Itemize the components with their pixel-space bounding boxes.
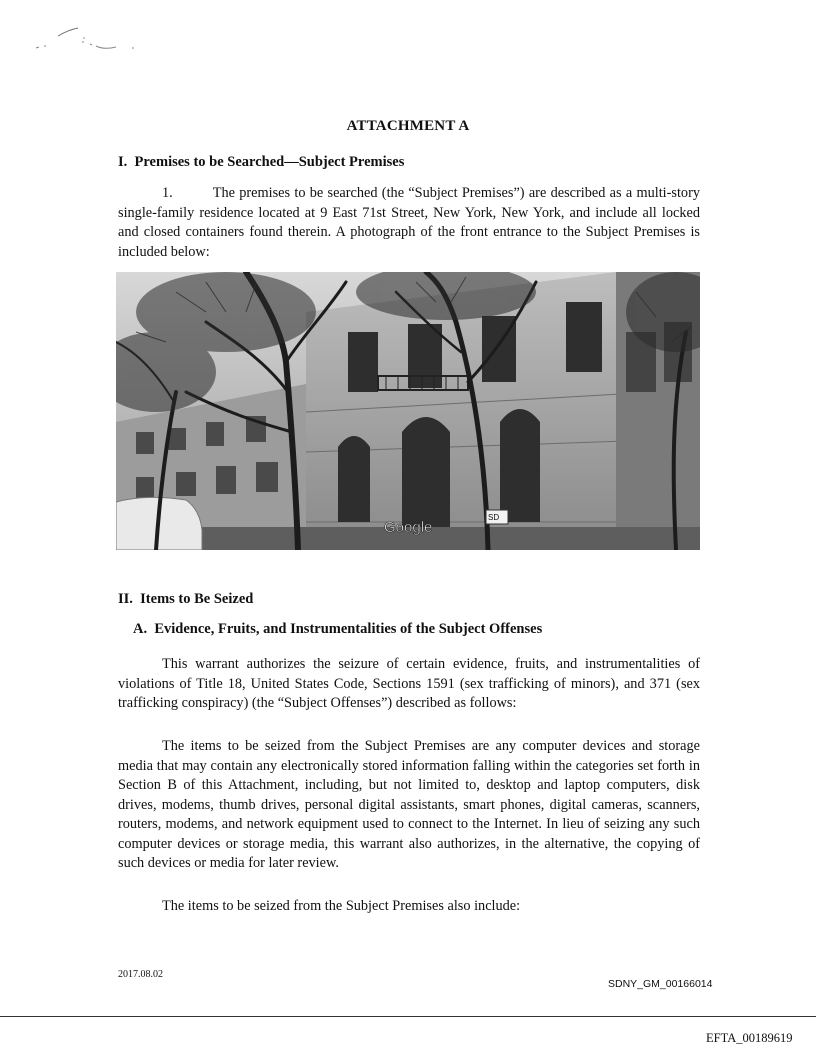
premises-description-paragraph bbox=[118, 184, 700, 262]
google-watermark: Google bbox=[384, 519, 433, 536]
section-heading-items: II. Items to Be Seized bbox=[118, 591, 254, 607]
document-date: 2017.08.02 bbox=[118, 969, 163, 980]
subsection-heading-evidence: A. Evidence, Fruits, and Instrumentalities of the Subject Offenses bbox=[133, 621, 543, 637]
bates-number: SDNY_GM_00166014 bbox=[608, 978, 713, 990]
premises-photograph bbox=[116, 272, 700, 550]
efta-identifier: EFTA_00189619 bbox=[706, 1031, 793, 1045]
footer-divider bbox=[0, 1016, 816, 1017]
warrant-authorization-paragraph: This warrant authorizes the seizure of certain evidence, fruits, and instrumentalities of violations of Title 18, United States Code, Sections 1591 (sex trafficking of minors), and 371 (sex trafficking conspiracy) (the “Subject Offenses”) described as follows: bbox=[118, 656, 700, 711]
pen-scribble-mark bbox=[20, 22, 140, 52]
section-heading-premises: I. Premises to be Searched—Subject Premises bbox=[118, 154, 405, 170]
page-title: ATTACHMENT A bbox=[346, 118, 470, 134]
item-number: 1. bbox=[162, 185, 173, 201]
computer-devices-paragraph: The items to be seized from the Subject Premises are any computer devices and storage media that may contain any electronically stored information falling within the categories set forth in Section B of this Attachment, including, but not limited to, desktop and laptop computers, disk drives, modems, thumb drives, personal digital assistants, smart phones, digital cameras, scanners, routers, modems, and network equipment used to connect to the Internet. In lieu of seizing any such computer devices or storage media, this warrant also authorizes, in the alternative, the copying of such devices or media for later review. bbox=[118, 738, 700, 871]
items-also-include-paragraph: The items to be seized from the Subject Premises also include: bbox=[162, 898, 521, 914]
premises-description-text: The premises to be searched (the “Subject Premises”) are described as a multi-story single-family residence located at 9 East 71st Street, New York, New York, and include all locked and closed containers found therein. A photograph of the front entrance to the Subject Premises is included below: bbox=[118, 185, 700, 260]
address-plate-text: SD bbox=[488, 513, 500, 522]
